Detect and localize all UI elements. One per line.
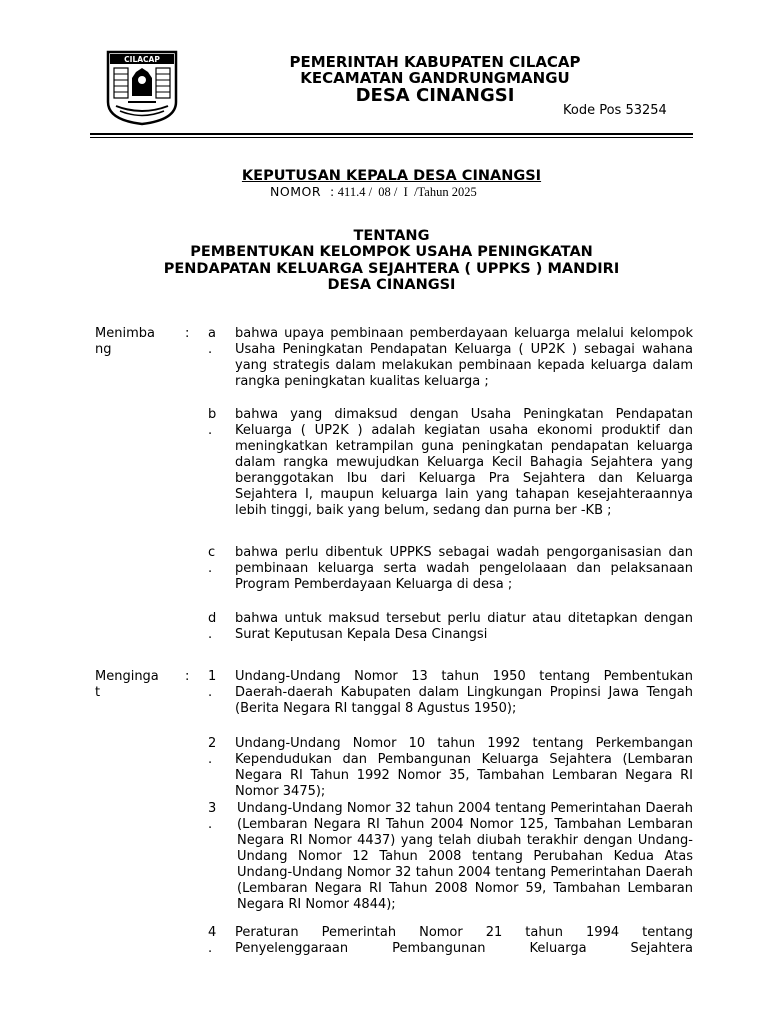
header-village-name: DESA CINANGSI bbox=[355, 85, 515, 106]
menimbang-item-c: bahwa perlu dibentuk UPPKS sebagai wadah pengorganisasian dan pembinaan keluarga serta wadah pengelolaaan dan pelaksanaan Program Pemberdayaan Keluarga di desa ; bbox=[235, 545, 693, 592]
header-subdistrict-name: KECAMATAN GANDRUNGMANGU bbox=[300, 69, 570, 87]
mengingat-item-1: Undang-Undang Nomor 13 tahun 1950 tentang Pembentukan Daerah-daerah Kabupaten dalam Lingkungan Propinsi Jawa Tengah (Berita Negara RI tanggal 8 Agustus 1950); bbox=[235, 669, 693, 716]
header-divider-thick bbox=[90, 133, 693, 135]
menimbang-label: Menimba ng bbox=[95, 326, 155, 357]
decree-number-label: NOMOR : bbox=[270, 184, 335, 199]
subject-line-2: PENDAPATAN KELUARGA SEJAHTERA ( UPPKS ) MANDIRI bbox=[163, 261, 620, 277]
mengingat-item-2: Undang-Undang Nomor 10 tahun 1992 tentang Perkembangan Kependudukan dan Pembangunan Keluarga Sejahtera (Lembaran Negara RI Tahun 1992 Nomor 35, Tambahan Lembaran Negara RI Nomor 3475); bbox=[235, 736, 693, 799]
mengingat-marker-2: 2 . bbox=[208, 736, 217, 767]
decree-number bbox=[270, 184, 477, 200]
cilacap-emblem-logo bbox=[106, 50, 178, 126]
mengingat-marker-4: 4 . bbox=[208, 925, 217, 956]
header-divider-thin bbox=[90, 137, 693, 138]
postal-code: Kode Pos 53254 bbox=[563, 103, 667, 118]
decree-number-value: 411.4 / 08 / I /Tahun 2025 bbox=[334, 185, 477, 199]
menimbang-item-d: bahwa untuk maksud tersebut perlu diatur atau ditetapkan dengan Surat Keputusan Kepala Desa Cinangsi bbox=[235, 611, 693, 642]
mengingat-item-3: Undang-Undang Nomor 32 tahun 2004 tentang Pemerintahan Daerah (Lembaran Negara RI Tahun 2004 Nomor 125, Tambahan Lembaran Negara RI Nomor 4437) yang telah diubah terakhir dengan Undang-Undang Nomor 12 Tahun 2008 tentang Perubahan Kedua Atas Undang-Undang Nomor 32 tahun 2004 tentang Pemerintahan Daerah (Lembaran Negara RI Tahun 2008 Nomor 59, Tambahan Lembaran Negara RI Nomor 4844); bbox=[237, 801, 693, 912]
tentang-heading: TENTANG bbox=[353, 228, 430, 244]
mengingat-marker-1: 1 . bbox=[208, 669, 217, 700]
subject-line-1: PEMBENTUKAN KELOMPOK USAHA PENINGKATAN bbox=[190, 244, 593, 260]
menimbang-marker-b: b . bbox=[208, 407, 217, 438]
mengingat-colon: : bbox=[185, 669, 190, 684]
svg-text:CILACAP: CILACAP bbox=[124, 55, 160, 64]
decree-title: KEPUTUSAN KEPALA DESA CINANGSI bbox=[241, 168, 542, 184]
header-government-name: PEMERINTAH KABUPATEN CILACAP bbox=[289, 53, 581, 71]
mengingat-item-4: Peraturan Pemerintah Nomor 21 tahun 1994 tentang Penyelenggaraan Pembangunan Keluarga Sejahtera bbox=[235, 925, 693, 956]
menimbang-item-b: bahwa yang dimaksud dengan Usaha Peningkatan Pendapatan Keluarga ( UP2K ) adalah kegiatan usaha ekonomi produktif dan meningkatkan ketrampilan guna peningkatan pendapatan keluarga dalam rangka mewujudkan Keluarga Kecil Bahagia Sejahtera yang beranggotakan Ibu dari Keluarga Pra Sejahtera dan Keluarga Sejahtera I, maupun keluarga lain yang tahapan kesejahteraannya lebih tinggi, baik yang belum, sedang dan purna ber -KB ; bbox=[235, 407, 693, 518]
menimbang-item-a: bahwa upaya pembinaan pemberdayaan keluarga melalui kelompok Usaha Peningkatan Pendapatan Keluarga ( UP2K ) sebagai wahana yang strategis dalam melakukan pembinaan kepada keluarga dalam rangka peningkatan kualitas keluarga ; bbox=[235, 326, 693, 389]
menimbang-marker-d: d . bbox=[208, 611, 217, 642]
menimbang-colon: : bbox=[185, 326, 190, 341]
mengingat-marker-3: 3 . bbox=[208, 801, 217, 832]
menimbang-marker-c: c . bbox=[208, 545, 216, 576]
menimbang-marker-a: a . bbox=[208, 326, 216, 357]
mengingat-label: Menginga t bbox=[95, 669, 159, 700]
subject-line-3: DESA CINANGSI bbox=[327, 277, 456, 293]
